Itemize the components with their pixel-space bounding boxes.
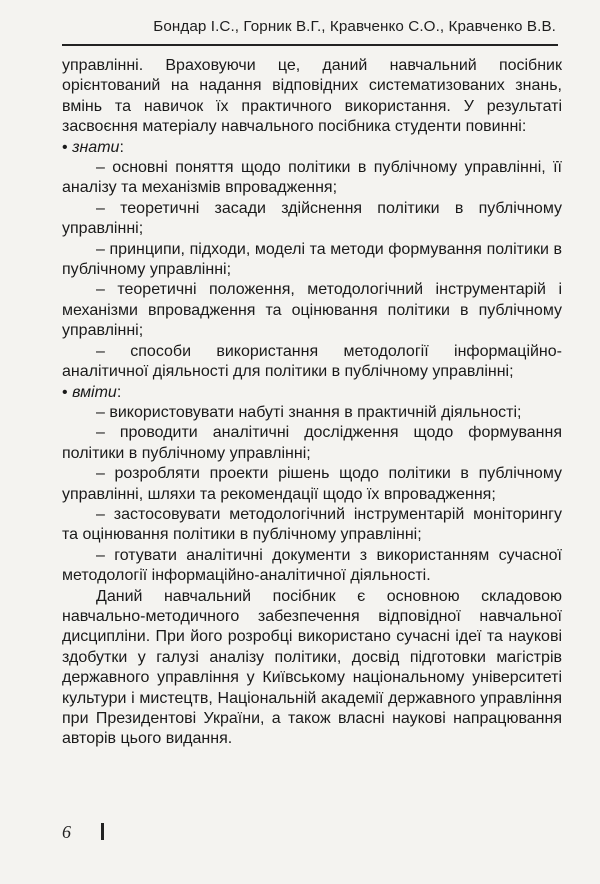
intro-paragraph: управлінні. Враховуючи це, даний навчальний посібник орієнтований на надання відповідних систематизованих знань, вмінь та навичок їх практичного використання. У результаті засвоєння матеріалу навчального посібника студенти повинні: [62, 57, 562, 136]
can-item-2: – проводити аналітичні дослідження щодо формування політики в публічному управлінні; [62, 424, 562, 462]
can-heading [62, 383, 562, 403]
know-item-1: – основні поняття щодо політики в публічному управлінні, її аналізу та механізмів впровадження; [62, 159, 562, 197]
footer-bar [101, 823, 104, 840]
can-item-5: – готувати аналітичні документи з використанням сучасної методології інформаційно-аналітичної діяльності. [62, 546, 562, 585]
know-heading [62, 138, 562, 158]
can-bullet: • [62, 383, 68, 401]
know-label: знати [72, 138, 120, 156]
can-item-3: – розробляти проекти рішень щодо політики в публічному управлінні, шляхи та рекомендації щодо їх впровадження; [62, 465, 562, 503]
know-colon: : [119, 138, 124, 156]
can-colon: : [116, 383, 122, 401]
header-authors: Бондар І.С., Горник В.Г., Кравченко С.О., Кравченко В.В. [153, 18, 556, 35]
page-body [62, 56, 562, 750]
know-item-2: – теоретичні засади здійснення політики в публічному управлінні; [62, 199, 562, 238]
can-item-4: – застосовувати методологічний інструментарій моніторингу та оцінювання політики в публічному управлінні; [62, 505, 562, 544]
can-label: вміти [72, 383, 117, 401]
know-item-4: – теоретичні положення, методологічний інструментарій і механізми впровадження та оцінювання політики в публічному управлінні; [62, 281, 562, 340]
know-bullet: • [62, 138, 68, 156]
can-item-1: – використовувати набуті знання в практичній діяльності; [96, 403, 522, 421]
know-item-3: – принципи, підходи, моделі та методи формування політики в публічному управлінні; [62, 240, 562, 279]
page-number: 6 [62, 822, 71, 842]
running-header [62, 16, 558, 46]
know-item-5: – способи використання методології інформаційно-аналітичної діяльності для політики в публічному управлінні; [62, 342, 562, 381]
closing-paragraph: Даний навчальний посібник є основною складовою навчально-методичного забезпечення відповідної навчальної дисципліни. При його розробці використано сучасні ідеї та наукові здобутки у галузі аналізу політики, досвід підготовки магістрів державного управління у Київському національному університеті культури і мистецтв, Національній академії державного управління при Президентові України, а також власні наукові напрацювання авторів цього видання. [62, 587, 562, 748]
